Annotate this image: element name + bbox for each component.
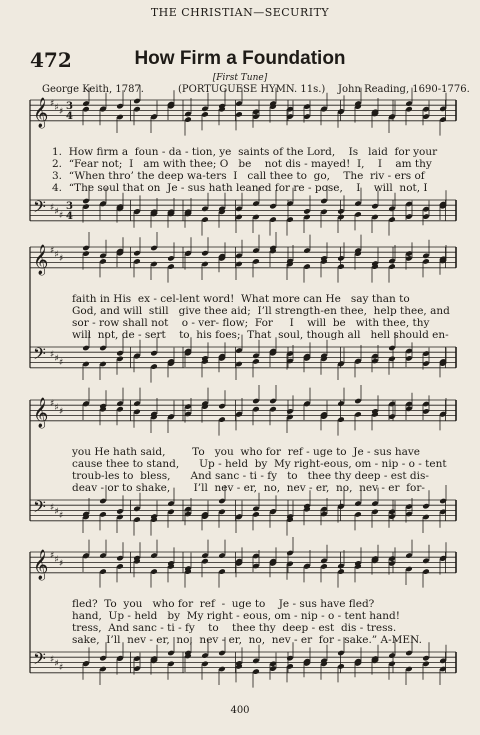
page-number: 400 <box>230 705 250 716</box>
treble-clef: 𝄞 <box>33 97 49 128</box>
sharp-sign: ♯ <box>54 250 59 260</box>
tune-note: [First Tune] <box>212 73 268 83</box>
lyric-line: fled? To you who for ref - uge to Je - sus have fled? <box>72 598 375 610</box>
lyric-line: God, and will still give thee aid; I’ll strength-en thee, help thee, and <box>72 305 450 317</box>
sharp-sign: ♯ <box>54 507 59 517</box>
lyric-line: will not, de - sert to his foes; That soul, though all hell should en- <box>72 329 449 341</box>
music-composer: John Reading, 1690-1776. <box>338 84 470 95</box>
lyric-line: tress, And sanc - ti - fy to thee thy deep - est dis - tress. <box>72 622 397 634</box>
sharp-sign: ♯ <box>54 354 59 364</box>
words-author: George Keith, 1787. <box>42 84 144 95</box>
lyric-line: deav - or to shake, I’ll nev - er, no, nev - er, no, nev - er for- <box>72 482 425 494</box>
sharp-sign: ♯ <box>50 503 55 513</box>
lyric-line: 1. How firm a foun - da - tion, ye saints of the Lord, Is laid for your <box>52 146 438 158</box>
lyric-line: 4. “The soul that on Je - sus hath leaned for re - pose, I will not, I <box>52 182 428 194</box>
lyric-line: sake, I’ll nev - er, no, nev - er, no, nev - er for - sake.” A-MEN. <box>72 634 422 646</box>
sharp-sign: ♯ <box>50 203 55 213</box>
bass-clef: 𝄢 <box>33 343 46 368</box>
bass-clef: 𝄢 <box>33 648 46 673</box>
lyric-line: cause thee to stand, Up - held by My right-eous, om - nip - o - tent <box>72 458 447 470</box>
sharp-sign: ♯ <box>54 103 59 113</box>
sharp-sign: ♯ <box>59 559 64 569</box>
sharp-sign: ♯ <box>50 399 55 409</box>
sharp-sign: ♯ <box>59 358 64 368</box>
lyric-line: hand, Up - held by My right - eous, om - nip - o - tent hand! <box>72 610 400 622</box>
lyric-line: 2. “Fear not; I am with thee; O be not dis - mayed! I, I am thy <box>52 158 432 170</box>
sharp-sign: ♯ <box>50 350 55 360</box>
tune-name: (PORTUGUESE HYMN. 11s.) <box>178 84 326 95</box>
time-signature: 4 <box>66 111 73 122</box>
sharp-sign: ♯ <box>59 663 64 673</box>
bass-clef: 𝄢 <box>33 196 46 221</box>
treble-clef: 𝄞 <box>33 549 49 580</box>
bass-clef: 𝄢 <box>33 496 46 521</box>
sharp-sign: ♯ <box>50 551 55 561</box>
hymn-number: 472 <box>30 48 72 72</box>
section-title: THE CHRISTIAN—SECURITY <box>150 6 330 19</box>
treble-clef: 𝄞 <box>33 397 49 428</box>
lyric-line: sor - row shall not o - ver- flow; For I will be with thee, thy <box>72 317 430 329</box>
sharp-sign: ♯ <box>50 99 55 109</box>
lyric-line: 3. “When thro’ the deep wa-ters I call thee to go, The riv - ers of <box>52 170 425 182</box>
sharp-sign: ♯ <box>54 403 59 413</box>
lyric-line: troub-les to bless, And sanc - ti - fy to thee thy deep - est dis- <box>72 470 429 482</box>
sharp-sign: ♯ <box>54 555 59 565</box>
sharp-sign: ♯ <box>50 246 55 256</box>
hymn-title: How Firm a Foundation <box>134 48 346 69</box>
time-signature: 3 <box>66 101 73 112</box>
sharp-sign: ♯ <box>59 107 64 117</box>
sharp-sign: ♯ <box>54 659 59 669</box>
sharp-sign: ♯ <box>59 254 64 264</box>
sharp-sign: ♯ <box>54 207 59 217</box>
sharp-sign: ♯ <box>59 407 64 417</box>
lyric-line: faith in His ex - cel-lent word! What more can He say than to <box>72 293 410 305</box>
treble-clef: 𝄞 <box>33 244 49 275</box>
sharp-sign: ♯ <box>50 655 55 665</box>
lyric-line: you He hath said, To you who for ref - uge to Je - sus have <box>72 446 420 458</box>
time-signature: 3 <box>66 201 73 212</box>
sharp-sign: ♯ <box>59 211 64 221</box>
sharp-sign: ♯ <box>59 511 64 521</box>
time-signature: 4 <box>66 211 73 222</box>
